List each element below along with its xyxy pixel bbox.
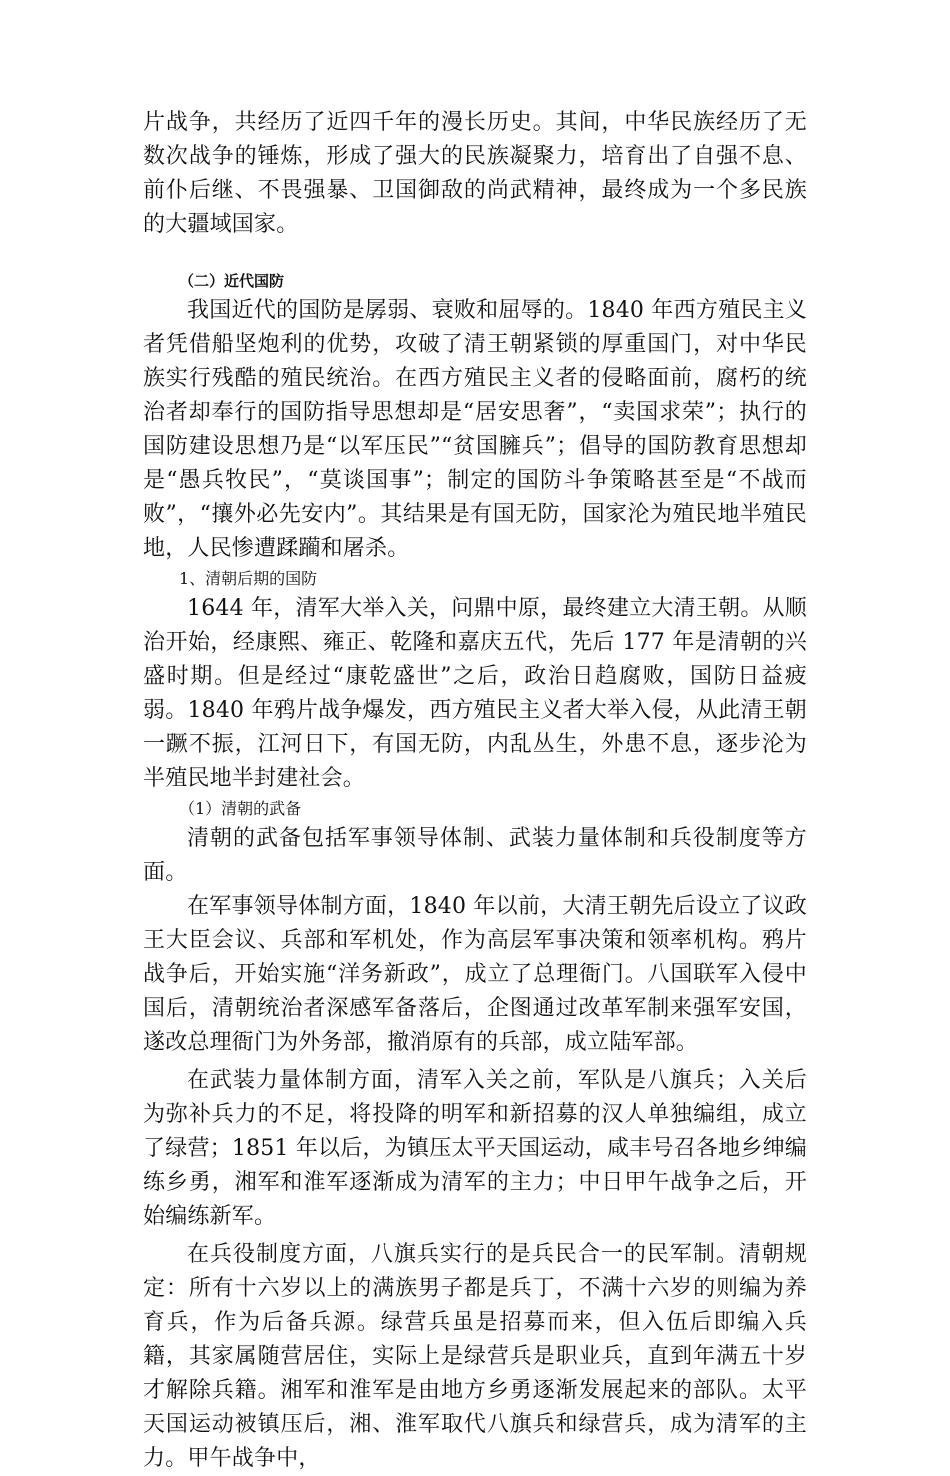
- subsection-heading-qing-armament: （1）清朝的武备: [179, 799, 302, 818]
- paragraph-military-service: 在兵役制度方面，八旗兵实行的是兵民合一的民军制。清朝规定：所有十六岁以上的满族男子都是兵丁，不满十六岁的则编为养育兵，作为后备兵源。绿营兵虽是招募而来，但入伍后即编入兵籍，其家属随营居住，实际上是绿营兵是职业兵，直到年满五十岁才解除兵籍。湘军和淮军是由地方乡勇逐渐发展起来的部队。太平天国运动被镇压后，湘、淮军取代八旗兵和绿营兵，成为清军的主力。甲午战争中，: [143, 1242, 807, 1471]
- subsection-heading-late-qing: 1、清朝后期的国防: [179, 569, 318, 588]
- paragraph-modern-defense: 我国近代的国防是孱弱、衰败和屈辱的。1840 年西方殖民主义者凭借船坚炮利的优势，攻破了清王朝紧锁的厚重国门，对中华民族实行残酷的殖民统治。在西方殖民主义者的侵略面前，腐朽的统治者却奉行的国防指导思想却是“居安思奢”，“卖国求荣”；执行的国防建设思想乃是“以军压民”“贫国臃兵”；倡导的国防教育思想却是“愚兵牧民”，“莫谈国事”；制定的国防斗争策略甚至是“不战而败”，“攘外必先安内”。其结果是有国无防，国家沦为殖民地半殖民地，人民惨遭蹂躏和屠杀。: [143, 298, 807, 561]
- paragraph-late-qing: 1644 年，清军大举入关，问鼎中原，最终建立大清王朝。从顺治开始，经康熙、雍正、乾隆和嘉庆五代，先后 177 年是清朝的兴盛时期。但是经过“康乾盛世”之后，政治日趋腐败，国防日益疲弱。1840 年鸦片战争爆发，西方殖民主义者大举入侵，从此清王朝一蹶不振，江河日下，有国无防，内乱丛生，外患不息，逐步沦为半殖民地半封建社会。: [143, 596, 807, 791]
- paragraph-intro-continuation: 片战争，共经历了近四千年的漫长历史。其间，中华民族经历了无数次战争的锤炼，形成了强大的民族凝聚力，培育出了自强不息、前仆后继、不畏强暴、卫国御敌的尚武精神，最终成为一个多民族的大疆域国家。: [143, 110, 807, 237]
- paragraph-armament-overview: 清朝的武备包括军事领导体制、武装力量体制和兵役制度等方面。: [143, 826, 807, 885]
- spacer: [143, 242, 807, 268]
- paragraph-armed-forces: 在武装力量体制方面，清军入关之前，军队是八旗兵；入关后为弥补兵力的不足，将投降的明军和新招募的汉人单独编组，成立了绿营；1851 年以后，为镇压太平天国运动，咸丰号召各地乡绅编练乡勇，湘军和淮军逐渐成为清军的主力；中日甲午战争之后，开始编练新军。: [143, 1068, 807, 1229]
- paragraph-military-leadership: 在军事领导体制方面，1840 年以前，大清王朝先后设立了议政王大臣会议、兵部和军机处，作为高层军事决策和领率机构。鸦片战争后，开始实施“洋务新政”，成立了总理衙门。八国联军入侵中国后，清朝统治者深感军备落后，企图通过改革军制来强军安国，遂改总理衙门为外务部，撤消原有的兵部，成立陆军部。: [143, 894, 807, 1055]
- document-page: [143, 106, 807, 1476]
- section-heading-modern-defense: （二）近代国防: [179, 272, 285, 290]
